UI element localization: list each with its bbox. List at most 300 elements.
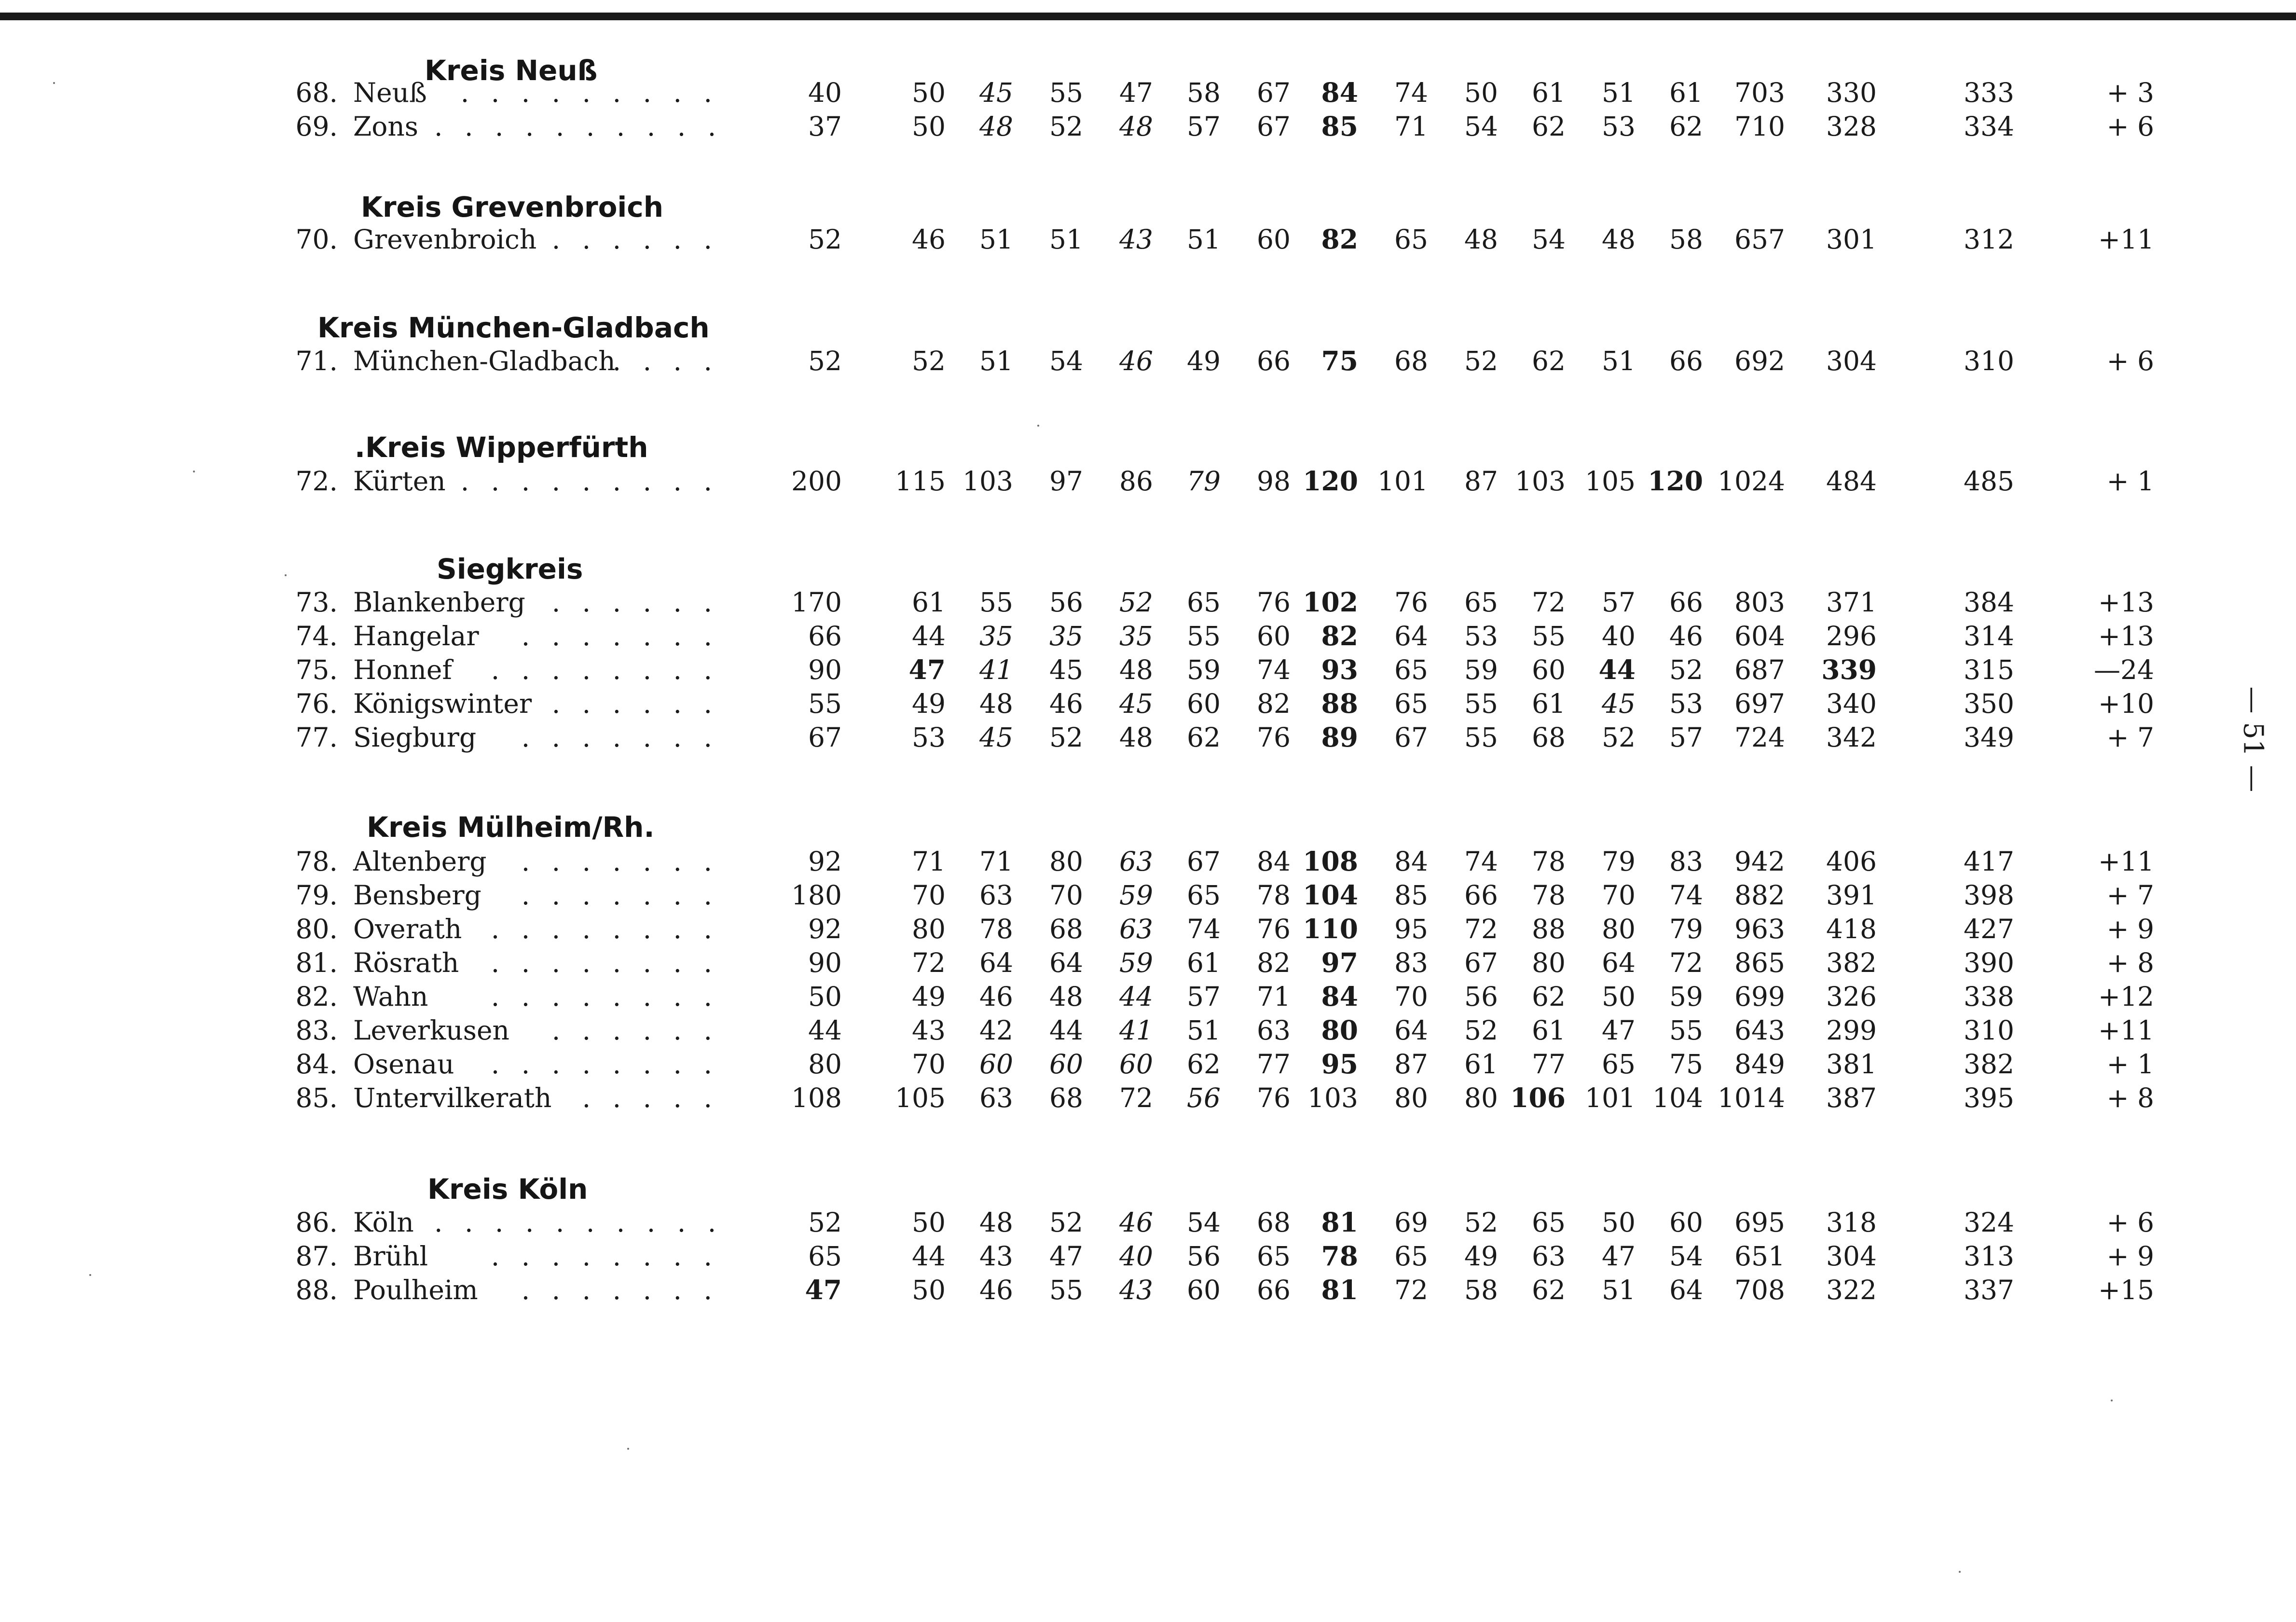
table-row: [0, 1273, 2268, 1307]
value-cell: 52: [1049, 1207, 1083, 1238]
value-cell: 65: [1394, 654, 1428, 685]
value-cell: 68: [1257, 1207, 1291, 1238]
value-cell: 85: [1394, 880, 1428, 911]
value-cell: 57: [1187, 111, 1221, 142]
value-cell: 849: [1734, 1049, 1785, 1080]
table-row: [0, 110, 2268, 143]
leader-dots: . . . . . . . .: [491, 1049, 719, 1080]
section-heading: Kreis Neuß: [425, 54, 598, 87]
value-cell: 64: [979, 947, 1013, 978]
leader-dots: . . . . . . . .: [491, 1241, 719, 1272]
value-cell: 70: [1049, 880, 1083, 911]
value-cell: 47: [1119, 77, 1153, 108]
table-row: [0, 912, 2268, 946]
value-cell: + 9: [2106, 914, 2154, 944]
value-cell: 56: [1464, 981, 1498, 1012]
leader-dots: . . . . . .: [551, 1015, 719, 1046]
value-cell: 61: [912, 587, 946, 618]
value-cell: 44: [1119, 981, 1153, 1012]
value-cell: 70: [912, 880, 946, 911]
value-cell: 46: [1669, 621, 1703, 652]
row-number: 83.: [295, 1015, 338, 1046]
value-cell: 62: [1669, 111, 1703, 142]
value-cell: 101: [1377, 466, 1428, 497]
value-cell: 50: [912, 1275, 946, 1305]
value-cell: 349: [1964, 722, 2014, 753]
value-cell: 60: [1257, 224, 1291, 255]
row-number: 68.: [295, 77, 338, 108]
leader-dots: . . . . . . . .: [491, 654, 719, 685]
place-name: Bensberg: [353, 880, 481, 911]
leader-dots: . . . . . . . . .: [460, 466, 719, 497]
value-cell: 63: [1119, 914, 1153, 944]
value-cell: 708: [1734, 1275, 1785, 1305]
value-cell: 398: [1964, 880, 2014, 911]
value-cell: 97: [1049, 466, 1083, 497]
value-cell: 89: [1321, 721, 1358, 753]
table-row: [0, 619, 2268, 653]
value-cell: 46: [912, 224, 946, 255]
value-cell: 338: [1964, 981, 2014, 1012]
value-cell: 70: [1394, 981, 1428, 1012]
value-cell: 710: [1734, 111, 1785, 142]
row-number: 81.: [295, 947, 338, 978]
value-cell: + 6: [2106, 111, 2154, 142]
value-cell: 67: [1394, 722, 1428, 753]
row-number: 77.: [295, 722, 338, 753]
value-cell: 51: [1049, 224, 1083, 255]
value-cell: + 1: [2106, 1049, 2154, 1080]
value-cell: + 9: [2106, 1241, 2154, 1272]
value-cell: +12: [2098, 981, 2154, 1012]
top-rule: [0, 13, 2296, 20]
value-cell: 318: [1826, 1207, 1877, 1238]
value-cell: 865: [1734, 947, 1785, 978]
table-row: [0, 344, 2268, 378]
value-cell: 48: [1464, 224, 1498, 255]
value-cell: 120: [1303, 465, 1358, 497]
value-cell: 95: [1321, 1048, 1358, 1080]
row-number: 85.: [295, 1082, 338, 1113]
place-name: Blankenberg: [353, 587, 525, 618]
value-cell: 51: [1602, 77, 1636, 108]
value-cell: 50: [912, 1207, 946, 1238]
value-cell: 68: [1049, 914, 1083, 944]
value-cell: 70: [912, 1049, 946, 1080]
value-cell: 48: [1119, 654, 1153, 685]
value-cell: 67: [1257, 111, 1291, 142]
value-cell: 55: [1532, 621, 1566, 652]
value-cell: 310: [1964, 1015, 2014, 1046]
leader-dots: . . . . . . . .: [491, 947, 719, 978]
row-number: 78.: [295, 846, 338, 877]
value-cell: 55: [1049, 77, 1083, 108]
value-cell: 485: [1964, 466, 2014, 497]
value-cell: 88: [1532, 914, 1566, 944]
value-cell: 93: [1321, 654, 1358, 685]
value-cell: 81: [1321, 1206, 1358, 1238]
value-cell: 72: [1464, 914, 1498, 944]
value-cell: 312: [1964, 224, 2014, 255]
place-name: Osenau: [353, 1049, 454, 1080]
value-cell: 65: [1394, 224, 1428, 255]
value-cell: 74: [1464, 846, 1498, 877]
value-cell: 60: [1257, 621, 1291, 652]
section-heading: Kreis München-Gladbach: [317, 311, 710, 344]
value-cell: 56: [1187, 1241, 1221, 1272]
value-cell: 72: [1119, 1082, 1153, 1113]
table-row: [0, 878, 2268, 912]
value-cell: 74: [1394, 77, 1428, 108]
scan-speck: [193, 471, 195, 472]
value-cell: +10: [2098, 688, 2154, 719]
value-cell: 60: [1187, 1275, 1221, 1305]
value-cell: 43: [979, 1241, 1013, 1272]
value-cell: 40: [1602, 621, 1636, 652]
value-cell: 40: [808, 77, 842, 108]
value-cell: 66: [1669, 346, 1703, 376]
value-cell: 102: [1303, 586, 1358, 618]
value-cell: 52: [1049, 722, 1083, 753]
table-row: [0, 585, 2268, 619]
value-cell: 46: [979, 981, 1013, 1012]
place-name: Kürten: [353, 466, 446, 497]
value-cell: 72: [1669, 947, 1703, 978]
leader-dots: . . . . . . .: [521, 722, 719, 753]
value-cell: 92: [808, 846, 842, 877]
value-cell: 48: [979, 111, 1013, 142]
value-cell: 68: [1532, 722, 1566, 753]
value-cell: 65: [1257, 1241, 1291, 1272]
value-cell: 301: [1826, 224, 1877, 255]
value-cell: 44: [1598, 654, 1636, 685]
value-cell: 61: [1464, 1049, 1498, 1080]
value-cell: 65: [1464, 587, 1498, 618]
value-cell: 106: [1510, 1082, 1566, 1113]
value-cell: 46: [979, 1275, 1013, 1305]
value-cell: 56: [1049, 587, 1083, 618]
value-cell: 42: [979, 1015, 1013, 1046]
row-number: 72.: [295, 466, 338, 497]
value-cell: 51: [1187, 1015, 1221, 1046]
value-cell: 337: [1964, 1275, 2014, 1305]
value-cell: 687: [1734, 654, 1785, 685]
table-row: [0, 1013, 2268, 1047]
place-name: Untervilkerath: [353, 1082, 552, 1113]
value-cell: 78: [1257, 880, 1291, 911]
value-cell: 49: [1464, 1241, 1498, 1272]
place-name: Köln: [353, 1207, 414, 1238]
leader-dots: . . . . . . .: [521, 621, 719, 652]
value-cell: —24: [2094, 654, 2154, 685]
value-cell: 45: [1049, 654, 1083, 685]
value-cell: 724: [1734, 722, 1785, 753]
value-cell: 35: [1049, 621, 1083, 652]
value-cell: 304: [1826, 1241, 1877, 1272]
value-cell: 604: [1734, 621, 1785, 652]
place-name: Honnef: [353, 654, 452, 685]
value-cell: 79: [1187, 466, 1221, 497]
value-cell: 51: [1602, 346, 1636, 376]
value-cell: 47: [1049, 1241, 1083, 1272]
value-cell: 304: [1826, 346, 1877, 376]
value-cell: 58: [1669, 224, 1703, 255]
value-cell: 62: [1532, 346, 1566, 376]
value-cell: 105: [895, 1082, 946, 1113]
value-cell: 1014: [1718, 1082, 1785, 1113]
value-cell: 48: [979, 1207, 1013, 1238]
value-cell: 63: [979, 1082, 1013, 1113]
value-cell: 695: [1734, 1207, 1785, 1238]
value-cell: 643: [1734, 1015, 1785, 1046]
value-cell: 82: [1257, 947, 1291, 978]
value-cell: 657: [1734, 224, 1785, 255]
value-cell: 371: [1826, 587, 1877, 618]
leader-dots: . . . . . .: [551, 224, 719, 255]
value-cell: 90: [808, 654, 842, 685]
value-cell: 322: [1826, 1275, 1877, 1305]
value-cell: 80: [1321, 1014, 1358, 1046]
value-cell: 390: [1964, 947, 2014, 978]
value-cell: 61: [1532, 688, 1566, 719]
leader-dots: . . . . . . . . . .: [434, 1207, 723, 1238]
value-cell: 61: [1532, 1015, 1566, 1046]
value-cell: 50: [912, 77, 946, 108]
value-cell: 52: [808, 346, 842, 376]
value-cell: 71: [1394, 111, 1428, 142]
value-cell: 41: [979, 654, 1013, 685]
value-cell: 384: [1964, 587, 2014, 618]
value-cell: 44: [912, 1241, 946, 1272]
table-row: [0, 1239, 2268, 1273]
row-number: 69.: [295, 111, 338, 142]
table-row: [0, 980, 2268, 1013]
value-cell: 80: [808, 1049, 842, 1080]
value-cell: 52: [1602, 722, 1636, 753]
table-row: [0, 464, 2268, 498]
value-cell: 35: [979, 621, 1013, 652]
row-number: 80.: [295, 914, 338, 944]
value-cell: 62: [1532, 981, 1566, 1012]
value-cell: 103: [1515, 466, 1566, 497]
value-cell: 57: [1669, 722, 1703, 753]
value-cell: 484: [1826, 466, 1877, 497]
row-number: 87.: [295, 1241, 338, 1272]
value-cell: 68: [1049, 1082, 1083, 1113]
value-cell: 703: [1734, 77, 1785, 108]
value-cell: 90: [808, 947, 842, 978]
value-cell: +11: [2098, 846, 2154, 877]
value-cell: 71: [979, 846, 1013, 877]
value-cell: 692: [1734, 346, 1785, 376]
row-number: 76.: [295, 688, 338, 719]
value-cell: 78: [979, 914, 1013, 944]
value-cell: 296: [1826, 621, 1877, 652]
value-cell: 55: [1464, 722, 1498, 753]
value-cell: 95: [1394, 914, 1428, 944]
value-cell: 55: [979, 587, 1013, 618]
value-cell: 74: [1187, 914, 1221, 944]
place-name: Brühl: [353, 1241, 428, 1272]
value-cell: 342: [1826, 722, 1877, 753]
leader-dots: . . . . . . .: [521, 880, 719, 911]
table-row: [0, 1081, 2268, 1115]
value-cell: 120: [1648, 465, 1703, 497]
row-number: 79.: [295, 880, 338, 911]
value-cell: + 3: [2106, 77, 2154, 108]
value-cell: 51: [979, 346, 1013, 376]
place-name: Neuß: [353, 77, 427, 108]
value-cell: 47: [1602, 1241, 1636, 1272]
value-cell: 46: [1049, 688, 1083, 719]
value-cell: 54: [1049, 346, 1083, 376]
leader-dots: . . . . .: [582, 1082, 719, 1113]
value-cell: 45: [1119, 688, 1153, 719]
value-cell: 417: [1964, 846, 2014, 877]
value-cell: 200: [791, 466, 842, 497]
value-cell: 78: [1532, 880, 1566, 911]
value-cell: 86: [1119, 466, 1153, 497]
value-cell: +13: [2098, 621, 2154, 652]
value-cell: 55: [1669, 1015, 1703, 1046]
value-cell: + 8: [2106, 947, 2154, 978]
value-cell: 59: [1119, 947, 1153, 978]
value-cell: 51: [1187, 224, 1221, 255]
value-cell: 40: [1119, 1241, 1153, 1272]
value-cell: 81: [1321, 1274, 1358, 1305]
table-row: [0, 721, 2268, 754]
value-cell: 58: [1464, 1275, 1498, 1305]
row-number: 82.: [295, 981, 338, 1012]
value-cell: 47: [908, 654, 946, 685]
value-cell: 37: [808, 111, 842, 142]
table-row: [0, 845, 2268, 878]
value-cell: 103: [962, 466, 1013, 497]
value-cell: 313: [1964, 1241, 2014, 1272]
value-cell: 315: [1964, 654, 2014, 685]
value-cell: 330: [1826, 77, 1877, 108]
value-cell: 64: [1602, 947, 1636, 978]
leader-dots: . . . . . . .: [521, 1275, 719, 1305]
value-cell: 76: [1257, 914, 1291, 944]
value-cell: 52: [912, 346, 946, 376]
table-row: [0, 1047, 2268, 1081]
value-cell: 84: [1321, 77, 1358, 108]
value-cell: 67: [1187, 846, 1221, 877]
value-cell: 72: [1532, 587, 1566, 618]
value-cell: 65: [808, 1241, 842, 1272]
value-cell: 65: [1532, 1207, 1566, 1238]
value-cell: 110: [1303, 913, 1358, 944]
value-cell: 51: [1602, 1275, 1636, 1305]
leader-dots: . . . .: [612, 346, 719, 376]
value-cell: 67: [1257, 77, 1291, 108]
value-cell: 60: [1119, 1049, 1153, 1080]
value-cell: 60: [1187, 688, 1221, 719]
value-cell: 64: [1669, 1275, 1703, 1305]
value-cell: 387: [1826, 1082, 1877, 1113]
row-number: 75.: [295, 654, 338, 685]
value-cell: 52: [1669, 654, 1703, 685]
value-cell: 63: [1257, 1015, 1291, 1046]
table-row: [0, 76, 2268, 110]
value-cell: 105: [1585, 466, 1636, 497]
value-cell: 55: [1049, 1275, 1083, 1305]
value-cell: 55: [808, 688, 842, 719]
value-cell: 54: [1464, 111, 1498, 142]
value-cell: 699: [1734, 981, 1785, 1012]
value-cell: 82: [1321, 223, 1358, 255]
value-cell: 418: [1826, 914, 1877, 944]
value-cell: 75: [1669, 1049, 1703, 1080]
value-cell: 46: [1119, 1207, 1153, 1238]
value-cell: 48: [1049, 981, 1083, 1012]
row-number: 84.: [295, 1049, 338, 1080]
value-cell: 328: [1826, 111, 1877, 142]
value-cell: 50: [1602, 1207, 1636, 1238]
value-cell: 52: [1049, 111, 1083, 142]
value-cell: 98: [1257, 466, 1291, 497]
value-cell: 103: [1307, 1082, 1358, 1113]
value-cell: 80: [1532, 947, 1566, 978]
value-cell: 43: [1119, 224, 1153, 255]
value-cell: 58: [1187, 77, 1221, 108]
place-name: Leverkusen: [353, 1015, 509, 1046]
value-cell: 43: [912, 1015, 946, 1046]
value-cell: 83: [1394, 947, 1428, 978]
value-cell: 66: [1464, 880, 1498, 911]
value-cell: 57: [1602, 587, 1636, 618]
value-cell: 88: [1321, 688, 1358, 719]
value-cell: 310: [1964, 346, 2014, 376]
leader-dots: . . . . . .: [551, 587, 719, 618]
section-heading: Kreis Grevenbroich: [361, 191, 663, 223]
place-name: Altenberg: [353, 846, 487, 877]
value-cell: 48: [979, 688, 1013, 719]
value-cell: 340: [1826, 688, 1877, 719]
value-cell: 53: [1602, 111, 1636, 142]
value-cell: 45: [979, 77, 1013, 108]
place-name: Poulheim: [353, 1275, 478, 1305]
value-cell: 68: [1394, 346, 1428, 376]
value-cell: 85: [1321, 111, 1358, 142]
value-cell: 52: [1464, 346, 1498, 376]
value-cell: 77: [1532, 1049, 1566, 1080]
value-cell: 41: [1119, 1015, 1153, 1046]
value-cell: 52: [1119, 587, 1153, 618]
value-cell: 57: [1187, 981, 1221, 1012]
value-cell: 76: [1257, 722, 1291, 753]
value-cell: 101: [1585, 1082, 1636, 1113]
row-number: 71.: [295, 346, 338, 376]
value-cell: 59: [1464, 654, 1498, 685]
value-cell: 60: [1049, 1049, 1083, 1080]
value-cell: 49: [912, 688, 946, 719]
value-cell: 92: [808, 914, 842, 944]
value-cell: 50: [808, 981, 842, 1012]
value-cell: 324: [1964, 1207, 2014, 1238]
value-cell: 48: [1119, 722, 1153, 753]
value-cell: 70: [1602, 880, 1636, 911]
value-cell: 54: [1532, 224, 1566, 255]
page-number: — 51 —: [2237, 686, 2269, 792]
value-cell: 104: [1303, 879, 1358, 911]
place-name: Zons: [353, 111, 418, 142]
value-cell: 427: [1964, 914, 2014, 944]
leader-dots: . . . . . . . . .: [460, 77, 719, 108]
value-cell: 67: [808, 722, 842, 753]
place-name: Wahn: [353, 981, 428, 1012]
